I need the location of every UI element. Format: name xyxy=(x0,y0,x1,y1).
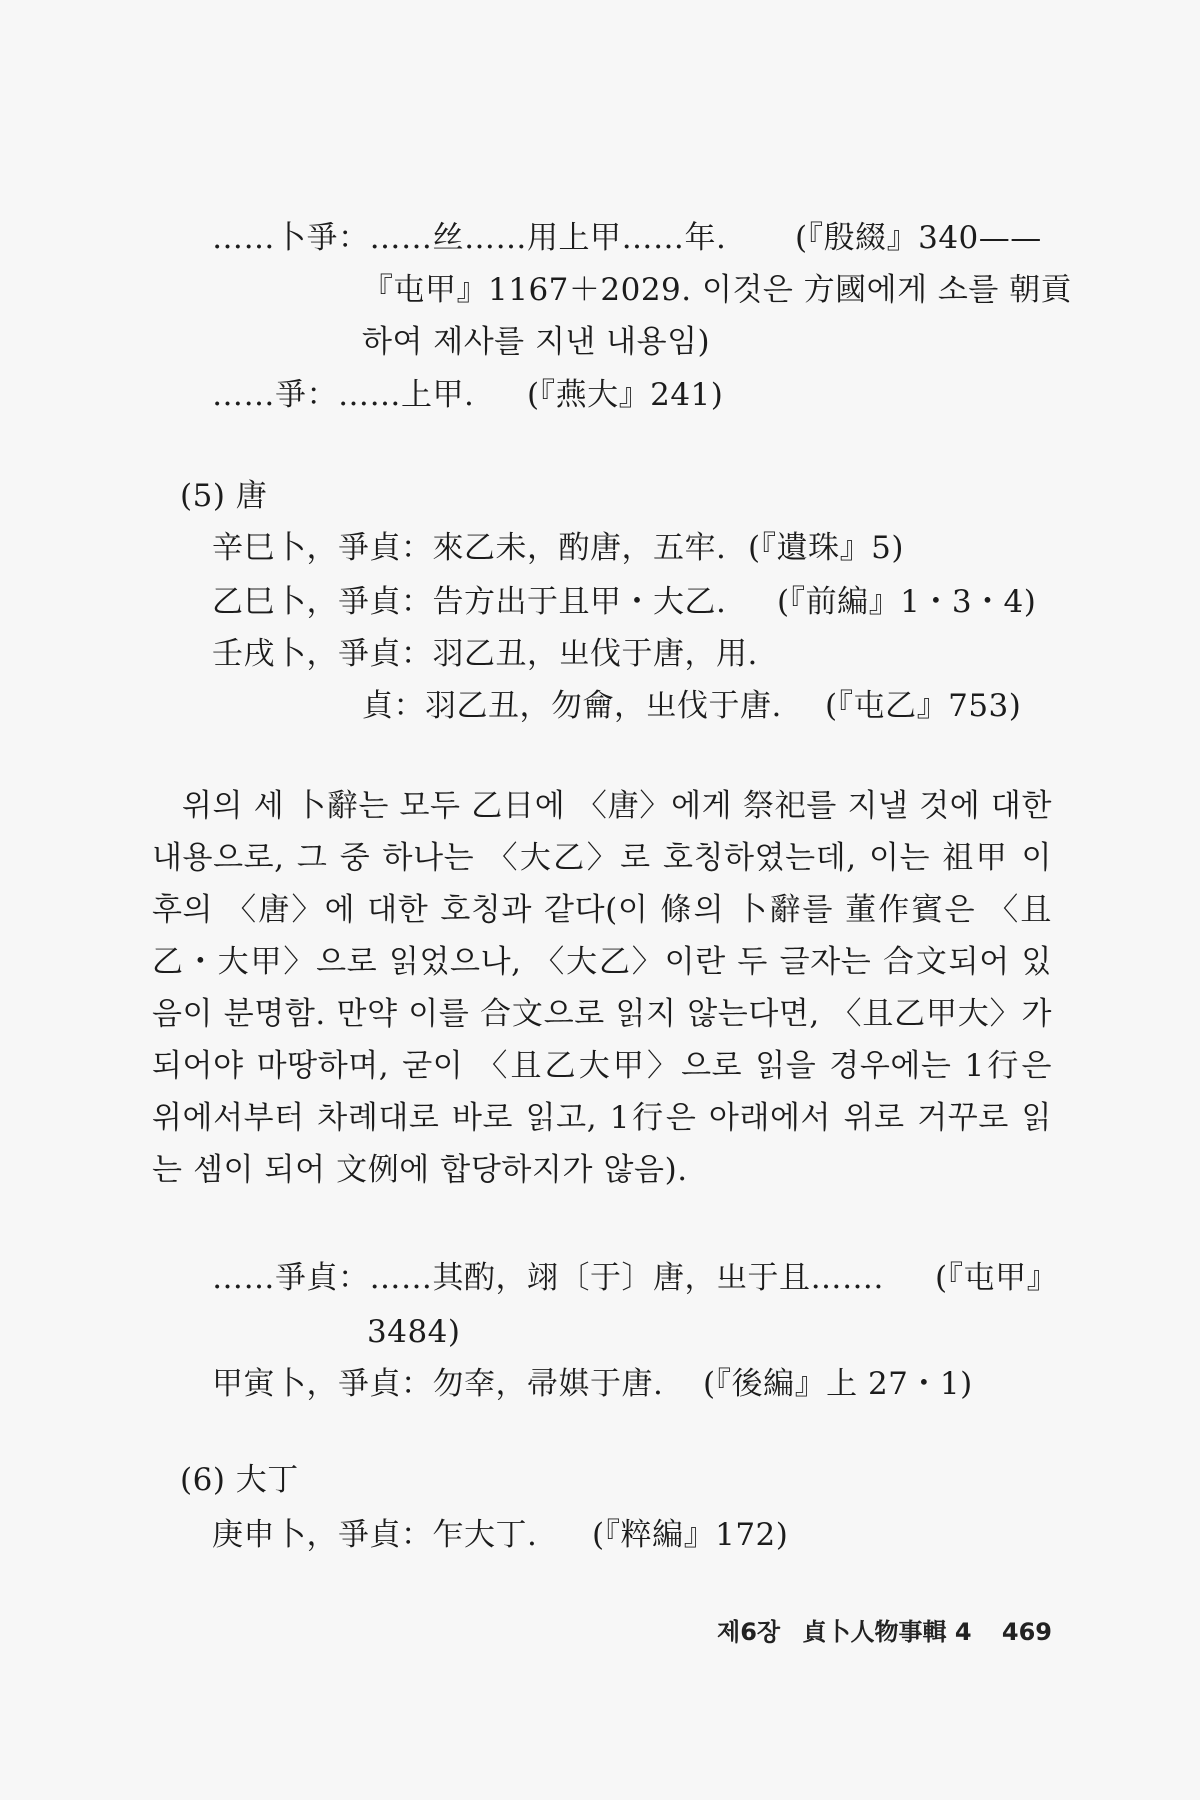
chapter-label: 제6장 xyxy=(717,1618,781,1646)
source-reference: (『粹編』172) xyxy=(592,1517,789,1553)
inscription-line: 乙巳卜，爭貞：告方出于且甲・大乙. xyxy=(212,584,727,620)
source-reference: (『燕大』241) xyxy=(527,377,724,413)
source-reference: (『屯乙』753) xyxy=(825,688,1022,724)
page-number: 469 xyxy=(1001,1618,1052,1646)
section-heading: (6) 大丁 xyxy=(180,1462,299,1498)
inscription-line: ……爭貞：……其酌，翊〔于〕唐，㞢于且……. xyxy=(212,1260,884,1296)
chapter-title: 貞卜人物事輯 4 xyxy=(802,1618,972,1646)
inscription-line: 貞：羽乙丑，勿龠，㞢伐于唐. xyxy=(362,688,782,724)
section-heading: (5) 唐 xyxy=(180,478,268,514)
inscription-line: 甲寅卜，爭貞：勿㚔，帚娸于唐. xyxy=(212,1366,664,1402)
source-reference: (『屯甲』 xyxy=(935,1260,1059,1296)
inscription-line: 庚申卜，爭貞：乍大丁. xyxy=(212,1517,538,1553)
commentary-paragraph xyxy=(152,780,1052,1196)
inscription-continuation: 『屯甲』1167＋2029. 이것은 方國에게 소를 朝貢 xyxy=(362,272,1073,308)
inscription-line: 辛巳卜，爭貞：來乙未，酌唐，五牢. xyxy=(212,530,727,566)
inscription-line: ……卜爭：……丝……用上甲……年. xyxy=(212,220,727,256)
inscription-continuation: 하여 제사를 지낸 내용임) xyxy=(362,324,711,360)
source-reference: (『遺珠』5) xyxy=(748,530,904,566)
source-reference-continuation: 3484) xyxy=(367,1314,461,1350)
source-reference: (『前編』1・3・4) xyxy=(777,584,1037,620)
running-footer xyxy=(703,1612,1052,1647)
source-reference: (『殷綴』340—— xyxy=(795,220,1042,256)
inscription-line: 壬戌卜，爭貞：羽乙丑，㞢伐于唐，用. xyxy=(212,636,758,672)
commentary-text: 위의 세 卜辭는 모두 乙日에 〈唐〉에게 祭祀를 지낼 것에 대한 내용으로, 그 중 하나는 〈大乙〉로 호칭하였는데, 이는 祖甲 이후의 〈唐〉에 대한 호칭과 같다(이 條의 卜辭를 董作賓은 〈且乙・大甲〉으로 읽었으나, 〈大乙〉이란 두 글자는 合文되어 있음이 분명함. 만약 이를 合文으로 읽지 않는다면, 〈且乙甲大〉가 되어야 마땅하며, 굳이 〈且乙大甲〉으로 읽을 경우에는 1行은 위에서부터 차례대로 바로 읽고, 1行은 아래에서 위로 거꾸로 읽는 셈이 되어 文例에 합당하지가 않음). xyxy=(152,788,1052,1188)
inscription-line: ……爭：……上甲. xyxy=(212,377,475,413)
source-reference: (『後編』上 27・1) xyxy=(703,1366,973,1402)
